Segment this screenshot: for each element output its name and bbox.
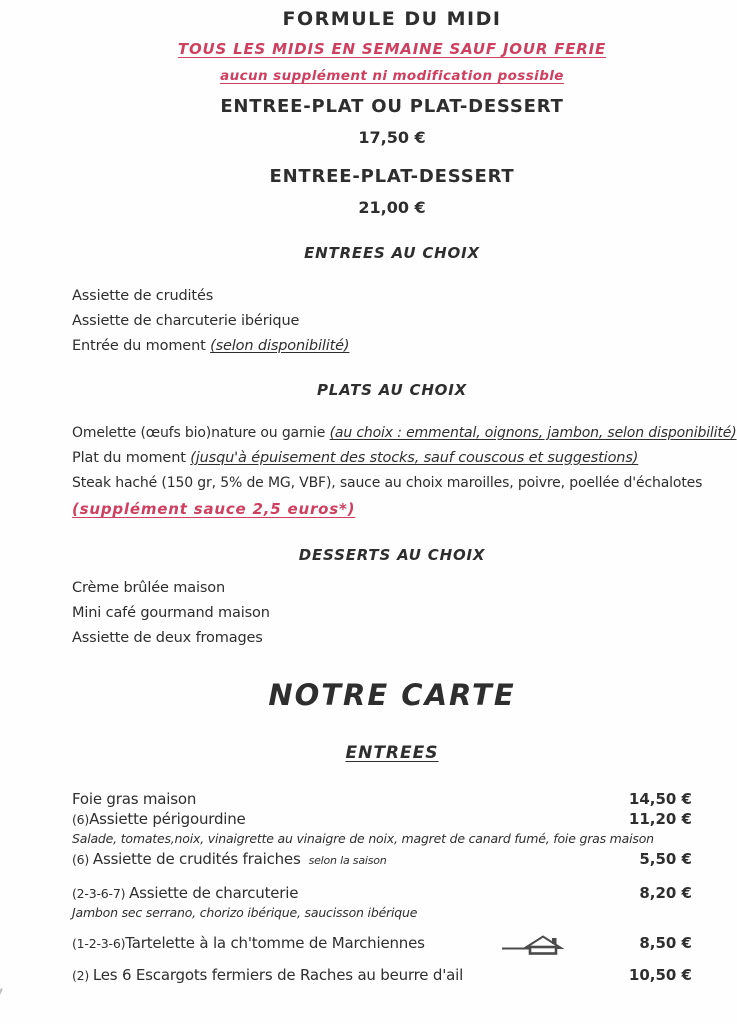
carte-item-row: (2-3-6-7) Assiette de charcuterie 8,20 € xyxy=(72,884,692,902)
formule-title: FORMULE DU MIDI xyxy=(282,8,502,30)
plat-item: Omelette (œufs bio)nature ou garnie (au choix : emmental, oignons, jambon, selon disponibilité) xyxy=(72,425,737,441)
item-price: 10,50 € xyxy=(628,966,692,984)
house-icon xyxy=(502,932,568,962)
item-name: Les 6 Escargots fermiers de Raches au beurre d'ail xyxy=(92,966,464,984)
item-price: 8,20 € xyxy=(639,884,692,902)
plats-choix-heading: PLATS AU CHOIX xyxy=(317,381,467,399)
carte-item-row: (2) Les 6 Escargots fermiers de Raches au beurre d'ail 10,50 € xyxy=(72,966,692,984)
item-price: 8,50 € xyxy=(639,934,692,952)
notice-no-supplement: aucun supplément ni modification possible xyxy=(220,68,564,84)
carte-item-row: (1-2-3-6)Tartelette à la ch'tomme de Marchiennes 8,50 € xyxy=(72,934,692,952)
offer-1-price: 17,50 € xyxy=(358,128,426,147)
plats-choix-list xyxy=(72,421,737,523)
carte-item-row: (6) Assiette de crudités fraiches selon la saison 5,50 € xyxy=(72,850,692,868)
entrees-choix-list xyxy=(72,284,712,359)
entree-item: Assiette de crudités xyxy=(72,288,214,304)
carte-entrees-heading: ENTREES xyxy=(345,743,439,763)
desserts-choix-list xyxy=(72,576,712,651)
dessert-item: Crème brûlée maison xyxy=(72,580,225,596)
item-price: 14,50 € xyxy=(628,790,692,808)
plat-item: Plat du moment (jusqu'à épuisement des stocks, sauf couscous et suggestions) xyxy=(72,450,639,466)
entrees-choix-heading: ENTREES AU CHOIX xyxy=(304,244,480,262)
offer-1-label: ENTREE-PLAT OU PLAT-DESSERT xyxy=(220,96,564,117)
item-name: Assiette périgourdine xyxy=(89,810,246,828)
dessert-item: Assiette de deux fromages xyxy=(72,630,263,646)
notice-row-1 xyxy=(72,39,712,58)
item-season-note: selon la saison xyxy=(308,854,387,867)
offer-2-label: ENTREE-PLAT-DESSERT xyxy=(269,166,515,187)
offer-2-price: 21,00 € xyxy=(358,198,426,217)
item-name: Assiette de charcuterie xyxy=(129,884,299,902)
dessert-item: Mini café gourmand maison xyxy=(72,605,270,621)
desserts-choix-heading: DESSERTS AU CHOIX xyxy=(298,546,486,564)
carte-item-row xyxy=(72,790,692,808)
item-name: Tartelette à la ch'tomme de Marchiennes xyxy=(125,934,425,952)
notice-weekdays: TOUS LES MIDIS EN SEMAINE SAUF JOUR FERIE xyxy=(177,40,607,58)
carte-items xyxy=(72,790,712,984)
entree-item: Assiette de charcuterie ibérique xyxy=(72,313,300,329)
item-name: Foie gras maison xyxy=(72,790,197,808)
item-name: Assiette de crudités fraiches xyxy=(92,850,301,868)
item-price: 11,20 € xyxy=(628,810,692,828)
plat-item: Steak haché (150 gr, 5% de MG, VBF), sauce au choix maroilles, poivre, poellée d'échalotes xyxy=(72,475,703,491)
item-description: Salade, tomates,noix, vinaigrette au vinaigre de noix, magret de canard fumé, foie gras maison xyxy=(72,831,654,846)
item-price: 5,50 € xyxy=(639,850,692,868)
scan-corner-artifact xyxy=(0,988,3,1024)
menu-content xyxy=(72,8,737,984)
carte-title: NOTRE CARTE xyxy=(268,678,516,712)
notice-row-2 xyxy=(72,65,712,84)
carte-item-row: (6)Assiette périgourdine 11,20 € xyxy=(72,810,692,828)
item-description: Jambon sec serrano, chorizo ibérique, saucisson ibérique xyxy=(72,905,418,920)
supplement-note: (supplément sauce 2,5 euros*) xyxy=(72,500,356,518)
entree-item: Entrée du moment (selon disponibilité) xyxy=(72,338,350,354)
